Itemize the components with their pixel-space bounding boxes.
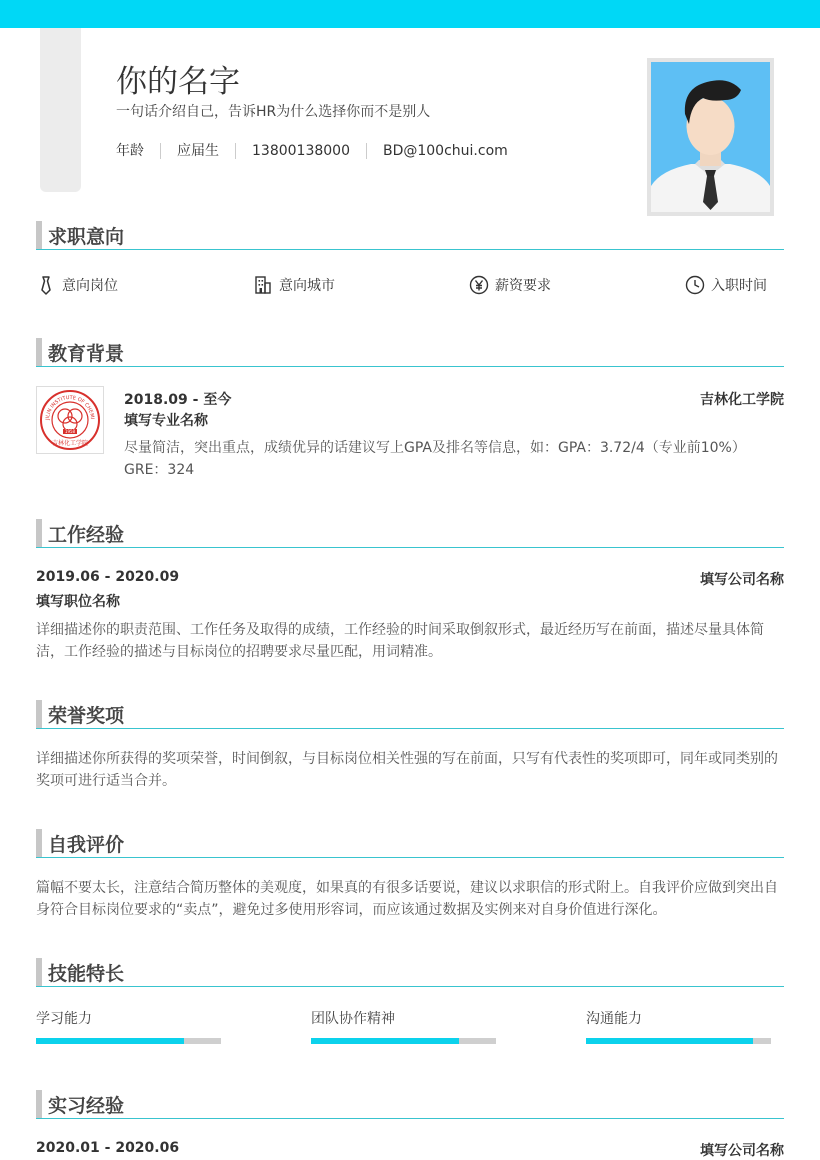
skill-bar-fill (36, 1038, 184, 1044)
contact-age: 年龄 (116, 143, 144, 159)
tie-icon (36, 275, 56, 295)
contact-info (116, 143, 524, 159)
intent-position: 意向岗位 (36, 275, 118, 295)
resume-name: 你的名字 (116, 64, 240, 100)
honors-description: 详细描述你所获得的奖项荣誉，时间倒叙，与目标岗位相关性强的写在前面，只写有代表性的奖项即可，同年或同类别的奖项可进行适当合并。 (36, 751, 778, 789)
contact-phone: 13800138000 (235, 143, 366, 159)
work-description: 详细描述你的职责范围、工作任务及取得的成绩，工作经验的时间采取倒叙形式，最近经历写在前面，描述尽量具体简洁，工作经验的描述与目标岗位的招聘要求尽量匹配，用词精准。 (36, 622, 764, 660)
intern-company: 填写公司名称 (700, 1143, 784, 1159)
work-position: 填写职位名称 (36, 594, 120, 610)
skill-bar-track (311, 1038, 496, 1044)
intent-start-date: 入职时间 (685, 275, 767, 295)
header-side-strip (40, 28, 81, 192)
skill-bar-track (586, 1038, 771, 1044)
building-icon (253, 275, 273, 295)
section-marker (36, 519, 42, 547)
school-logo (36, 386, 104, 454)
work-company: 填写公司名称 (700, 572, 784, 588)
section-marker (36, 829, 42, 857)
contact-status: 应届生 (160, 143, 235, 159)
section-intent-title: 求职意向 (36, 219, 784, 250)
skill-bar-fill (586, 1038, 753, 1044)
intern-date: 2020.01 - 2020.06 (36, 1140, 180, 1156)
contact-email: BD@100chui.com (366, 143, 524, 159)
skill-bar-fill (311, 1038, 459, 1044)
section-marker (36, 221, 42, 249)
clock-icon (685, 275, 705, 295)
self-intro: 一句话介绍自己，告诉HR为什么选择你而不是别人 (116, 104, 431, 120)
section-marker (36, 958, 42, 986)
svg-text:1958: 1958 (64, 429, 76, 434)
work-date: 2019.06 - 2020.09 (36, 569, 180, 585)
svg-text:吉林化工学院: 吉林化工学院 (51, 440, 89, 447)
top-accent-bar (0, 0, 820, 28)
section-marker (36, 700, 42, 728)
education-school: 吉林化工学院 (700, 392, 784, 408)
skill-bar-track (36, 1038, 221, 1044)
education-date: 2018.09 - 至今 (124, 392, 232, 408)
section-marker (36, 338, 42, 366)
skill-label: 沟通能力 (586, 1011, 642, 1027)
section-self-title: 自我评价 (36, 827, 784, 858)
skill-label: 学习能力 (36, 1011, 92, 1027)
section-skills-title: 技能特长 (36, 956, 784, 987)
education-major: 填写专业名称 (124, 413, 208, 429)
profile-photo (647, 58, 774, 216)
yen-icon (469, 275, 489, 295)
section-honors-title: 荣誉奖项 (36, 698, 784, 729)
self-description: 篇幅不要太长，注意结合简历整体的美观度，如果真的有很多话要说，建议以求职信的形式附上。自我评价应做到突出自身符合目标岗位要求的“卖点”，避免过多使用形容词，而应该通过数据及实例来对自身价值进行深化。 (36, 880, 778, 918)
svg-text:JILIN INSTITUTE OF CHEMICAL TE: JILIN INSTITUTE OF CHEMI (44, 394, 95, 421)
skill-label: 团队协作精神 (311, 1011, 395, 1027)
section-work-title: 工作经验 (36, 517, 784, 548)
section-education-title: 教育背景 (36, 336, 784, 367)
school-seal-icon (37, 387, 103, 453)
section-intern-title: 实习经验 (36, 1088, 784, 1119)
intent-city: 意向城市 (253, 275, 335, 295)
intent-salary: 薪资要求 (469, 275, 551, 295)
avatar-illustration (651, 62, 770, 212)
education-description: 尽量简洁，突出重点，成绩优异的话建议写上GPA及排名等信息，如：GPA：3.72/4（专业前10%） GRE：324 (124, 440, 746, 478)
section-marker (36, 1090, 42, 1118)
